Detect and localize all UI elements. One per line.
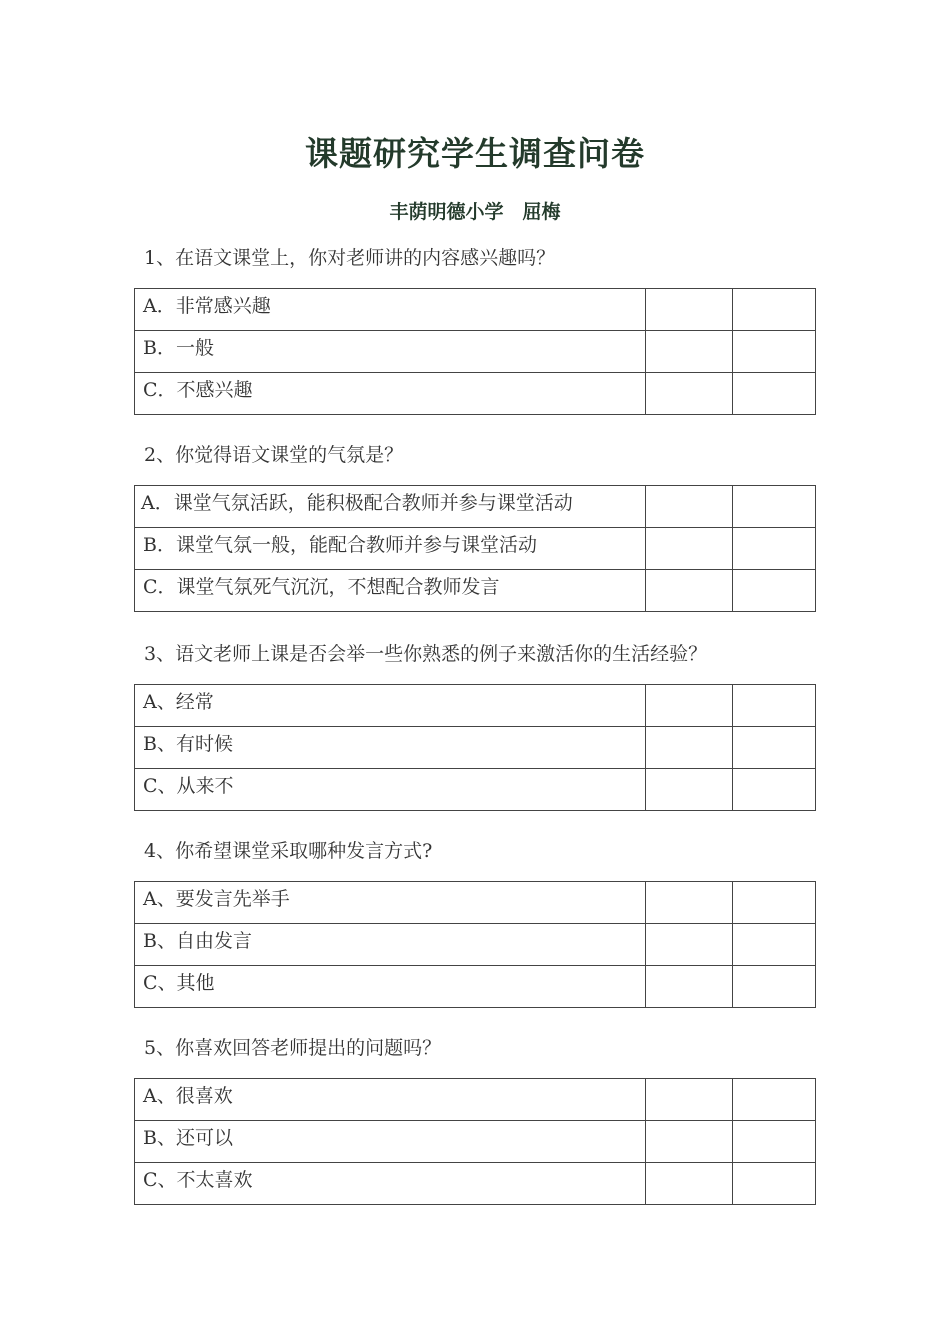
option-label: C、从来不 xyxy=(135,769,646,811)
option-row xyxy=(135,570,816,612)
answer-cell xyxy=(645,924,732,966)
option-label: C．课堂气氛死气沉沉，不想配合教师发言 xyxy=(135,570,646,612)
option-row xyxy=(135,486,816,528)
option-label: A、经常 xyxy=(135,685,646,727)
option-label: A．课堂气氛活跃，能积极配合教师并参与课堂活动 xyxy=(135,486,646,528)
option-label: B．课堂气氛一般，能配合教师并参与课堂活动 xyxy=(135,528,646,570)
option-label: A、要发言先举手 xyxy=(135,882,646,924)
option-label: C、不太喜欢 xyxy=(135,1163,646,1205)
answer-cell xyxy=(732,727,815,769)
option-row xyxy=(135,1121,816,1163)
option-label: B．一般 xyxy=(135,331,646,373)
question-text: 5、你喜欢回答老师提出的问题吗？ xyxy=(144,1037,442,1059)
answer-cell xyxy=(732,1079,815,1121)
answer-cell xyxy=(645,966,732,1008)
option-row xyxy=(135,727,816,769)
answer-cell xyxy=(645,331,732,373)
answer-cell xyxy=(645,1079,732,1121)
option-row xyxy=(135,882,816,924)
option-row xyxy=(135,685,816,727)
answer-cell xyxy=(732,1163,815,1205)
answer-cell xyxy=(732,331,815,373)
answer-cell xyxy=(645,528,732,570)
answer-cell xyxy=(645,727,732,769)
answer-cell xyxy=(645,486,732,528)
option-row xyxy=(135,769,816,811)
answer-cell xyxy=(732,882,815,924)
option-label: B、自由发言 xyxy=(135,924,646,966)
option-row xyxy=(135,966,816,1008)
answer-cell xyxy=(645,373,732,415)
answer-cell xyxy=(645,882,732,924)
answer-cell xyxy=(732,289,815,331)
question-text: 4、你希望课堂采取哪种发言方式? xyxy=(144,840,433,862)
answer-cell xyxy=(732,570,815,612)
answer-cell xyxy=(732,769,815,811)
option-label: B、有时候 xyxy=(135,727,646,769)
answer-cell xyxy=(732,966,815,1008)
option-label: C．不感兴趣 xyxy=(135,373,646,415)
question-text: 1、在语文课堂上，你对老师讲的内容感兴趣吗？ xyxy=(144,247,556,269)
answer-cell xyxy=(732,528,815,570)
option-row xyxy=(135,1163,816,1205)
answer-cell xyxy=(645,289,732,331)
options-table xyxy=(134,485,816,612)
option-row xyxy=(135,924,816,966)
option-row xyxy=(135,528,816,570)
option-row xyxy=(135,331,816,373)
options-table xyxy=(134,684,816,811)
option-label: B、还可以 xyxy=(135,1121,646,1163)
answer-cell xyxy=(732,924,815,966)
answer-cell xyxy=(732,373,815,415)
page-title: 课题研究学生调查问卷 xyxy=(305,134,645,173)
option-row xyxy=(135,373,816,415)
option-label: A．非常感兴趣 xyxy=(135,289,646,331)
option-label: A、很喜欢 xyxy=(135,1079,646,1121)
answer-cell xyxy=(645,769,732,811)
answer-cell xyxy=(645,1121,732,1163)
option-row xyxy=(135,1079,816,1121)
answer-cell xyxy=(732,685,815,727)
answer-cell xyxy=(732,486,815,528)
options-table xyxy=(134,1078,816,1205)
options-table xyxy=(134,881,816,1008)
answer-cell xyxy=(645,1163,732,1205)
question-text: 3、语文老师上课是否会举一些你熟悉的例子来激活你的生活经验？ xyxy=(144,643,708,665)
option-label: C、其他 xyxy=(135,966,646,1008)
option-row xyxy=(135,289,816,331)
question-text: 2、你觉得语文课堂的气氛是？ xyxy=(144,444,404,466)
options-table xyxy=(134,288,816,415)
answer-cell xyxy=(645,685,732,727)
page-subtitle: 丰荫明德小学 屈梅 xyxy=(389,201,561,223)
answer-cell xyxy=(645,570,732,612)
answer-cell xyxy=(732,1121,815,1163)
